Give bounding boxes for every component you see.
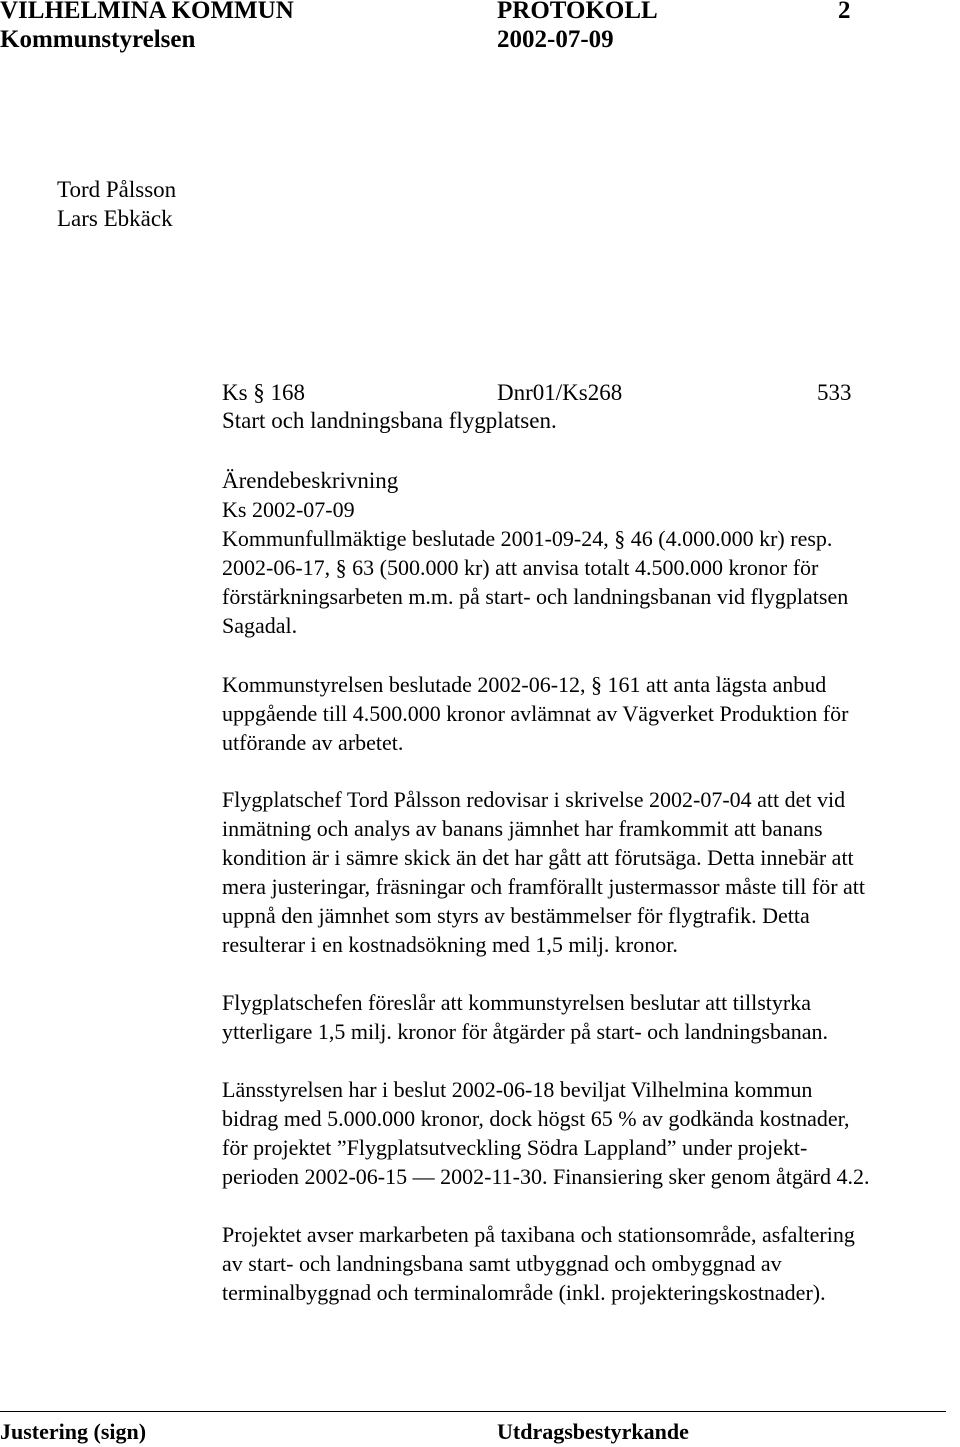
document-type: PROTOKOLL xyxy=(497,0,658,24)
text-line: 2002-06-17, § 63 (500.000 kr) att anvisa totalt 4.500.000 kronor för xyxy=(222,555,819,580)
footer-divider xyxy=(0,1411,946,1412)
meeting-date: 2002-07-09 xyxy=(497,26,614,53)
text-line: Kommunfullmäktige beslutade 2001-09-24, § 46 (4.000.000 kr) resp. xyxy=(222,526,833,551)
text-line: uppgående till 4.500.000 kronor avlämnat av Vägverket Produktion för xyxy=(222,701,849,726)
case-ks-number: Ks § 168 xyxy=(222,380,306,405)
text-line: uppnå den jämnhet som styrs av bestämmelser för flygtrafik. Detta xyxy=(222,903,810,928)
text-line: ytterligare 1,5 milj. kronor för åtgärder på start- och landningsbanan. xyxy=(222,1019,829,1044)
paragraph-1 xyxy=(222,495,957,640)
paragraph-3 xyxy=(222,785,957,959)
text-line: Flygplatschefen föreslår att kommunstyrelsen beslutar att tillstyrka xyxy=(222,990,811,1015)
text-line: resulterar i en kostnadsökning med 1,5 milj. kronor. xyxy=(222,932,678,957)
paragraph-2 xyxy=(222,670,957,757)
footer-justering: Justering (sign) xyxy=(0,1419,147,1444)
text-line: perioden 2002-06-15 — 2002-11-30. Finansiering sker genom åtgärd 4.2. xyxy=(222,1164,870,1189)
text-line: förstärkningsarbeten m.m. på start- och landningsbanan vid flygplatsen xyxy=(222,584,849,609)
text-line: inmätning och analys av banans jämnhet har framkommit att banans xyxy=(222,816,823,841)
case-dnr: Dnr01/Ks268 xyxy=(497,380,623,405)
text-line: Länsstyrelsen har i beslut 2002-06-18 beviljat Vilhelmina kommun xyxy=(222,1077,813,1102)
person-name: Tord Pålsson xyxy=(57,177,177,202)
text-line: utförande av arbetet. xyxy=(222,730,404,755)
text-line: för projektet ”Flygplatsutveckling Södra Lappland” under projekt- xyxy=(222,1135,808,1160)
text-line: av start- och landningsbana samt utbyggnad och ombyggnad av xyxy=(222,1251,782,1276)
footer-utdrag: Utdragsbestyrkande xyxy=(497,1419,689,1444)
paragraph-6 xyxy=(222,1220,957,1307)
section-heading: Ärendebeskrivning xyxy=(222,468,399,493)
body-name: Kommunstyrelsen xyxy=(0,26,196,53)
text-line: Sagadal. xyxy=(222,613,298,638)
text-line: kondition är i sämre skick än det har gått att förutsäga. Detta innebär att xyxy=(222,845,854,870)
text-line: terminalbyggnad och terminalområde (inkl. projekteringskostnader). xyxy=(222,1280,826,1305)
text-line: Projektet avser markarbeten på taxibana och stationsområde, asfaltering xyxy=(222,1222,855,1247)
case-doc-number: 533 xyxy=(817,380,852,405)
text-line: bidrag med 5.000.000 kronor, dock högst 65 % av godkända kostnader, xyxy=(222,1106,850,1131)
page-number: 2 xyxy=(838,0,851,24)
text-line: Ks 2002-07-09 xyxy=(222,497,355,522)
paragraph-5 xyxy=(222,1075,957,1191)
case-title: Start och landningsbana flygplatsen. xyxy=(222,408,557,433)
org-name: VILHELMINA KOMMUN xyxy=(0,0,294,24)
text-line: Flygplatschef Tord Pålsson redovisar i skrivelse 2002-07-04 att det vid xyxy=(222,787,846,812)
paragraph-4 xyxy=(222,988,957,1046)
text-line: mera justeringar, fräsningar och framförallt justermassor måste till för att xyxy=(222,874,866,899)
person-name: Lars Ebkäck xyxy=(57,206,173,231)
text-line: Kommunstyrelsen beslutade 2002-06-12, § 161 att anta lägsta anbud xyxy=(222,672,827,697)
